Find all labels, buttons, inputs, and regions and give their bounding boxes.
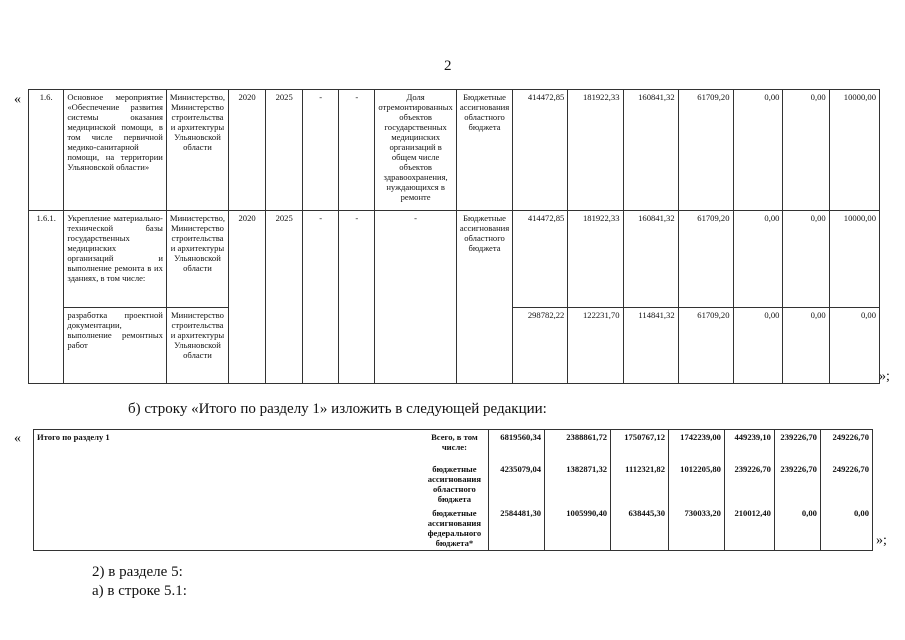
dash-cell: - bbox=[303, 90, 339, 211]
value: 1005990,40 bbox=[545, 506, 611, 551]
section-total-table bbox=[33, 429, 873, 551]
value: 0,00 bbox=[783, 90, 829, 211]
activity-name: Основное мероприятие «Обеспечение развития системы оказания медицинской помощи, в том числе первичной медико-санитарной помощи, на территории Ульяновской области» bbox=[64, 90, 167, 211]
value: 0,00 bbox=[733, 308, 783, 384]
executor: Министерство, Министерство строительства и архитектуры Ульяновской области bbox=[166, 211, 228, 308]
open-quote: « bbox=[14, 431, 21, 446]
value: 10000,00 bbox=[829, 211, 879, 308]
value: 114841,32 bbox=[623, 308, 678, 384]
value-total: 414472,85 bbox=[513, 211, 568, 308]
value: 730033,20 bbox=[669, 506, 725, 551]
value: 1112321,82 bbox=[611, 462, 669, 506]
dash-cell: - bbox=[303, 211, 339, 384]
paragraph-b: б) строку «Итого по разделу 1» изложить в следующей редакции: bbox=[128, 401, 547, 417]
close-quote: »; bbox=[879, 369, 890, 384]
indicator: - bbox=[375, 211, 456, 384]
row-number: 1.6.1. bbox=[29, 211, 64, 384]
executor: Министерство строительства и архитектуры Ульяновской области bbox=[166, 308, 228, 384]
value: 10000,00 bbox=[829, 90, 879, 211]
value: 2388861,72 bbox=[545, 430, 611, 462]
funding-source: Бюджетные ассигнования областного бюджета bbox=[456, 90, 512, 211]
page-number: 2 bbox=[444, 58, 452, 74]
value-total: 4235079,04 bbox=[489, 462, 545, 506]
value: 239226,70 bbox=[724, 462, 774, 506]
value: 0,00 bbox=[820, 506, 872, 551]
value: 1382871,32 bbox=[545, 462, 611, 506]
value: 249226,70 bbox=[820, 430, 872, 462]
table-row bbox=[29, 90, 880, 211]
start-year: 2020 bbox=[229, 211, 266, 384]
program-table bbox=[28, 89, 880, 384]
value: 181922,33 bbox=[568, 211, 623, 308]
value: 1750767,12 bbox=[611, 430, 669, 462]
value: 1742239,00 bbox=[669, 430, 725, 462]
value: 61709,20 bbox=[678, 308, 733, 384]
value-total: 298782,22 bbox=[513, 308, 568, 384]
value: 122231,70 bbox=[568, 308, 623, 384]
row-label: бюджетные ассигнования федерального бюджета* bbox=[421, 506, 489, 551]
paragraph-a: а) в строке 5.1: bbox=[92, 583, 187, 599]
value: 449239,10 bbox=[724, 430, 774, 462]
close-quote: »; bbox=[876, 533, 887, 548]
value: 0,00 bbox=[733, 211, 783, 308]
value: 181922,33 bbox=[568, 90, 623, 211]
value: 0,00 bbox=[783, 211, 829, 308]
value: 0,00 bbox=[783, 308, 829, 384]
value: 0,00 bbox=[829, 308, 879, 384]
start-year: 2020 bbox=[229, 90, 266, 211]
value: 61709,20 bbox=[678, 211, 733, 308]
row-number: 1.6. bbox=[29, 90, 64, 211]
executor: Министерство, Министерство строительства и архитектуры Ульяновской области bbox=[166, 90, 228, 211]
dash-cell: - bbox=[339, 211, 375, 384]
value: 1012205,80 bbox=[669, 462, 725, 506]
value-total: 414472,85 bbox=[513, 90, 568, 211]
funding-source: Бюджетные ассигнования областного бюджета bbox=[456, 211, 512, 384]
value: 61709,20 bbox=[678, 90, 733, 211]
total-title: Итого по разделу 1 bbox=[34, 430, 421, 551]
value: 160841,32 bbox=[623, 90, 678, 211]
value: 239226,70 bbox=[774, 462, 820, 506]
indicator: Доля отремонтированных объектов государственных медицинских организаций в общем числе объектов здравоохранения, нуждающихся в ремонте bbox=[375, 90, 456, 211]
value: 0,00 bbox=[733, 90, 783, 211]
dash-cell: - bbox=[339, 90, 375, 211]
value: 239226,70 bbox=[774, 430, 820, 462]
value: 0,00 bbox=[774, 506, 820, 551]
paragraph-2: 2) в разделе 5: bbox=[92, 564, 183, 580]
row-label: бюджетные ассигнования областного бюджета bbox=[421, 462, 489, 506]
open-quote: « bbox=[14, 92, 21, 107]
activity-name: Укрепление материально-технической базы государственных медицинских организаций и выполнение ремонта в их зданиях, в том числе: bbox=[64, 211, 167, 308]
end-year: 2025 bbox=[266, 90, 303, 211]
end-year: 2025 bbox=[266, 211, 303, 384]
value-total: 6819560,34 bbox=[489, 430, 545, 462]
value: 249226,70 bbox=[820, 462, 872, 506]
activity-name: разработка проектной документации, выполнение ремонтных работ bbox=[64, 308, 167, 384]
table-row bbox=[34, 430, 873, 462]
value: 638445,30 bbox=[611, 506, 669, 551]
value: 160841,32 bbox=[623, 211, 678, 308]
row-label: Всего, в том числе: bbox=[421, 430, 489, 462]
value-total: 2584481,30 bbox=[489, 506, 545, 551]
table-row bbox=[29, 211, 880, 308]
value: 210012,40 bbox=[724, 506, 774, 551]
